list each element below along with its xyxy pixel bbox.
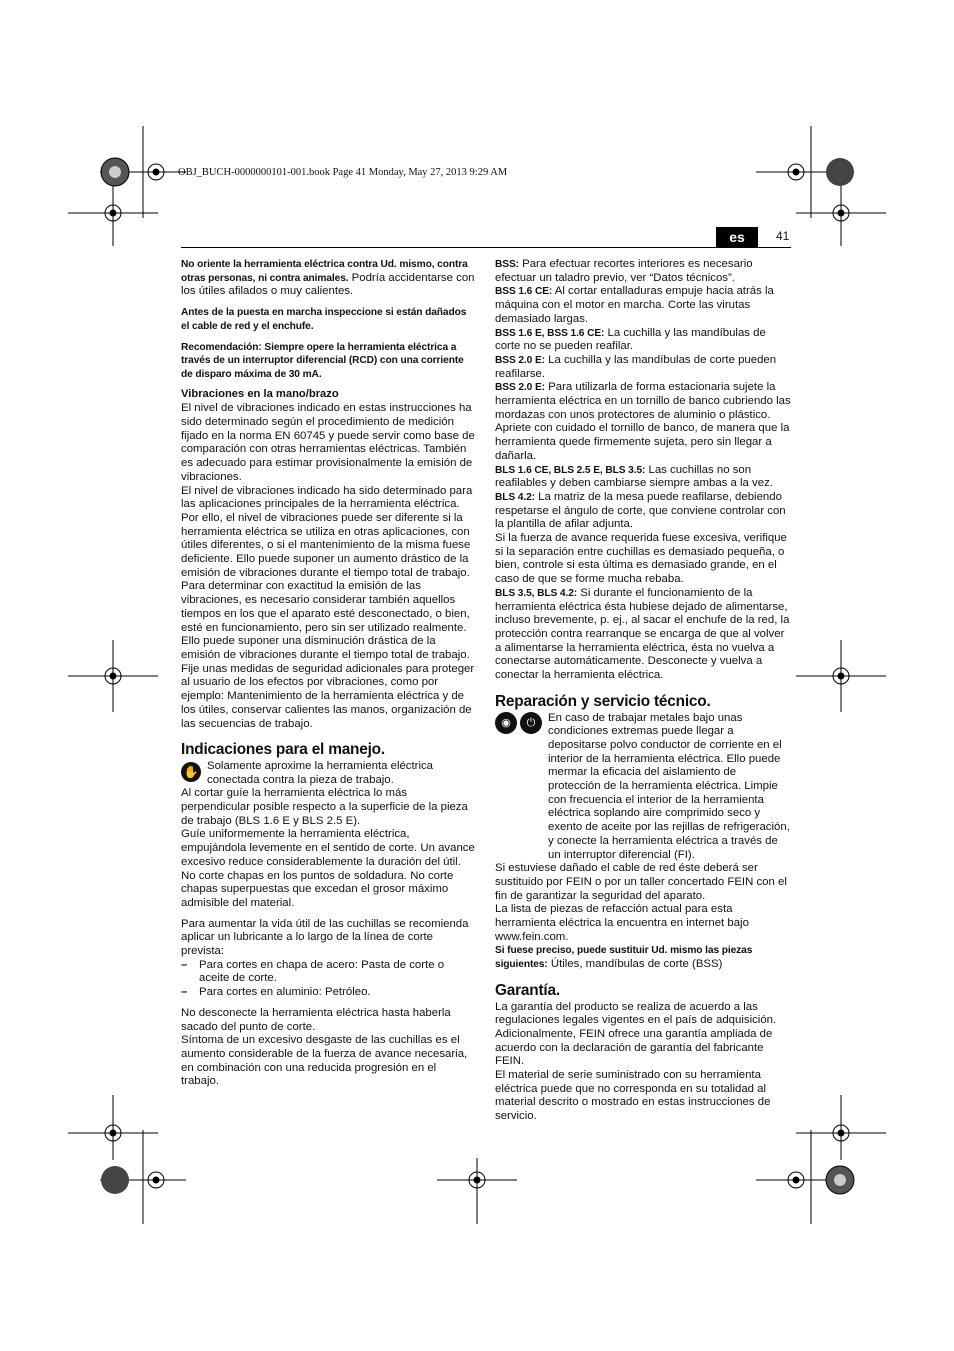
- registration-mark-top-right: [756, 126, 886, 246]
- model-note-5: BSS 2.0 E: Para utilizarla de forma estacionaria sujete la herramienta eléctrica en un tornillo de banco cubriendo las mordazas con unos protectores de aluminio o plástico. Apriete con cuidado el tornillo de banco, de manera que la herramienta quede firmemente sujeta, pero sin llegar a dañarla.: [495, 381, 791, 462]
- right-column: [495, 258, 791, 1124]
- vibration-paragraph-2: El nivel de vibraciones indicado ha sido determinado para las aplicaciones principales de la herramienta eléctrica. Por ello, el nivel de vibraciones puede ser diferente si la herramienta eléctrica se utiliza en otras aplicaciones, con útiles diferentes, o si el mantenimiento de la misma fuese deficiente. Ello puede suponer un aumento drástico de la emisión de vibraciones durante el tiempo total de trabajo. Para determinar con exactitud la emisión de las vibraciones, es necesario considerar también aquellos tiempos en los que el aparato esté desconectado, o bien, esté en funcionamiento, pero sin ser utilizado realmente. Ello puede suponer una disminución drástica de la emisión de vibraciones durante el tiempo total de trabajo.: [181, 484, 473, 661]
- warranty-paragraph-1: La garantía del producto se realiza de acuerdo a las regulaciones legales vigentes en el país de adquisición. Adicionalmente, FEIN ofrece una garantía ampliada de acuerdo con la declaración de garantía del fabricante FEIN.: [495, 1000, 777, 1068]
- handling-paragraph-3: No corte chapas en los puntos de soldadura. No corte chapas superpuestas que excedan el grosor máximo admisible del material.: [181, 869, 454, 909]
- warning-3: Recomendación: Siempre opere la herramienta eléctrica a través de un interruptor diferencial (RCD) con una corriente de disparo máxima de 30 mA.: [181, 341, 464, 380]
- warranty-paragraph-2: El material de serie suministrado con su herramienta eléctrica puede que no corresponda en su totalidad al material descrito o mostrado en estas instrucciones de servicio.: [495, 1069, 771, 1123]
- list-item: – Para cortes en chapa de acero: Pasta de corte o aceite de corte.: [181, 958, 445, 985]
- registration-mark-top-left: [68, 126, 186, 246]
- vibration-heading: Vibraciones en la mano/brazo: [181, 387, 339, 400]
- page-number: 41: [776, 229, 790, 243]
- eye-protection-icon: ◉: [495, 712, 517, 734]
- print-meta-line: OBJ_BUCH-0000000101-001.book Page 41 Monday, May 27, 2013 9:29 AM: [178, 167, 508, 178]
- fi-breaker-icon: ⏻: [520, 712, 542, 734]
- registration-mark-mid-right: [796, 640, 886, 712]
- warranty-heading: Garantía.: [495, 981, 560, 999]
- repair-paragraph-4: Si fuese preciso, puede sustituir Ud. mismo las piezas siguientes: Útiles, mandíbulas de corte (BSS): [495, 945, 753, 971]
- color-wheel-bottom-right: [826, 1166, 854, 1194]
- repair-paragraph-3: La lista de piezas de refacción actual para esta herramienta eléctrica la encuentra en internet bajo www.fein.com.: [495, 903, 749, 943]
- model-note-6: BLS 1.6 CE, BLS 2.5 E, BLS 3.5: Las cuchillas no son reafilables y deben cambiarse siempre ambas a la vez.: [495, 463, 773, 490]
- header-rule: [181, 247, 791, 248]
- model-note-1: BSS: Para efectuar recortes interiores es necesario efectuar un taladro previo, ver “Datos técnicos”.: [495, 258, 753, 284]
- hand-tool-icon: ✋: [181, 762, 201, 782]
- feed-force-paragraph: Si la fuerza de avance requerida fuese excesiva, verifique si la separación entre cuchillas es demasiado pequeña, o bien, controle si esta última es demasiado grande, en el caso de que se forme mucha rebaba.: [495, 532, 787, 586]
- warning-1: No oriente la herramienta eléctrica contra Ud. mismo, contra otras personas, ni contra animales. Podría accidentarse con los útiles afilados o muy calientes.: [181, 259, 475, 298]
- registration-mark-mid-left: [68, 640, 158, 712]
- repair-icon-note: ◉ ⏻ En caso de trabajar metales bajo unas condiciones extremas puede llegar a depositarse polvo conductor de corriente en el interior de la herramienta eléctrica. Ello puede mermar la eficacia del aislamiento de protección de la herramienta eléctrica. Limpie con frecuencia el interior de la herramienta eléctrica soplando aire comprimido seco y exento de aceite por las rejillas de refrigeración, y conecte la herramienta eléctrica a través de un interruptor diferencial (FI).: [495, 712, 791, 863]
- model-note-2: BSS 1.6 CE: Al cortar entalladuras empuje hacia atrás la máquina con el motor en marcha. Corte las virutas demasiado largas.: [495, 285, 774, 325]
- repair-heading: Reparación y servicio técnico.: [495, 692, 711, 710]
- registration-mark-bottom-left: [68, 1095, 186, 1224]
- color-wheel-bottom-left: [101, 1166, 129, 1194]
- color-wheel-top-right: [826, 158, 854, 186]
- language-badge: es: [716, 227, 758, 247]
- left-column: [181, 258, 475, 1089]
- handling-paragraph-6: Síntoma de un excesivo desgaste de las cuchillas es el aumento considerable de la fuerza de avance necesaria, en combinación con una reducida progresión en el trabajo.: [181, 1034, 468, 1088]
- color-wheel-top-left: [101, 158, 129, 186]
- model-note-3: BSS 1.6 E, BSS 1.6 CE: La cuchilla y las mandíbulas de corte no se pueden reafilar.: [495, 326, 766, 353]
- list-item: – Para cortes en aluminio: Petróleo.: [181, 986, 371, 999]
- vibration-paragraph-3: Fije unas medidas de seguridad adicionales para proteger al usuario de los efectos por vibraciones, como por ejemplo: Mantenimiento de la herramienta eléctrica y de los útiles, conservar calientes las manos, organización de las secuencias de trabajo.: [181, 662, 475, 730]
- handling-paragraph-1: Al cortar guíe la herramienta eléctrica lo más perpendicular posible respecto a la superficie de la pieza de trabajo (BLS 1.6 E y BLS 2.5 E).: [181, 787, 468, 827]
- warning-2: Antes de la puesta en marcha inspeccione si están dañados el cable de red y el enchufe.: [181, 307, 467, 332]
- handling-paragraph-5: No desconecte la herramienta eléctrica hasta haberla sacado del punto de corte.: [181, 1006, 451, 1033]
- registration-mark-bottom-center: [437, 1158, 517, 1224]
- vibration-paragraph-1: El nivel de vibraciones indicado en estas instrucciones ha sido determinado según el procedimiento de medición fijado en la norma EN 60745 y puede servir como base de comparación con otras herramientas eléctricas. También es adecuado para estimar provisionalmente la emisión de vibraciones.: [181, 402, 475, 483]
- model-note-4: BSS 2.0 E: La cuchilla y las mandíbulas de corte pueden reafilarse.: [495, 353, 777, 380]
- handling-paragraph-4: Para aumentar la vida útil de las cuchillas se recomienda aplicar un lubricante a lo largo de la línea de corte prevista:: [181, 917, 469, 958]
- repair-paragraph-2: Si estuviese dañado el cable de red éste deberá ser sustituido por FEIN o por un taller concertado FEIN con el fin de garantizar la seguridad del aparato.: [495, 862, 787, 902]
- model-note-9: BLS 3.5, BLS 4.2: Si durante el funcionamiento de la herramienta eléctrica ésta hubiese dejado de alimentarse, incluso brevemente, p. ej., al sacar el enchufe de la red, la protección contra rearranque se encarga de que al volver a alimentarse la herramienta eléctrica, ésta no vuelva a conectarse automáticamente. Desconecte y vuelva a conectar la herramienta eléctrica.: [495, 586, 790, 682]
- model-note-7: BLS 4.2: La matriz de la mesa puede reafilarse, debiendo respetarse el ángulo de corte, que conviene controlar con la plantilla de afilar adjunta.: [495, 490, 786, 531]
- handling-icon-note: ✋ Solamente aproxime la herramienta eléctrica conectada contra la pieza de trabajo.: [181, 760, 475, 787]
- handling-paragraph-2: Guíe uniformemente la herramienta eléctrica, empujándola levemente en el sentido de corte. Un avance excesivo reduce considerablemente la duración del útil.: [181, 828, 475, 868]
- handling-heading: Indicaciones para el manejo.: [181, 741, 385, 759]
